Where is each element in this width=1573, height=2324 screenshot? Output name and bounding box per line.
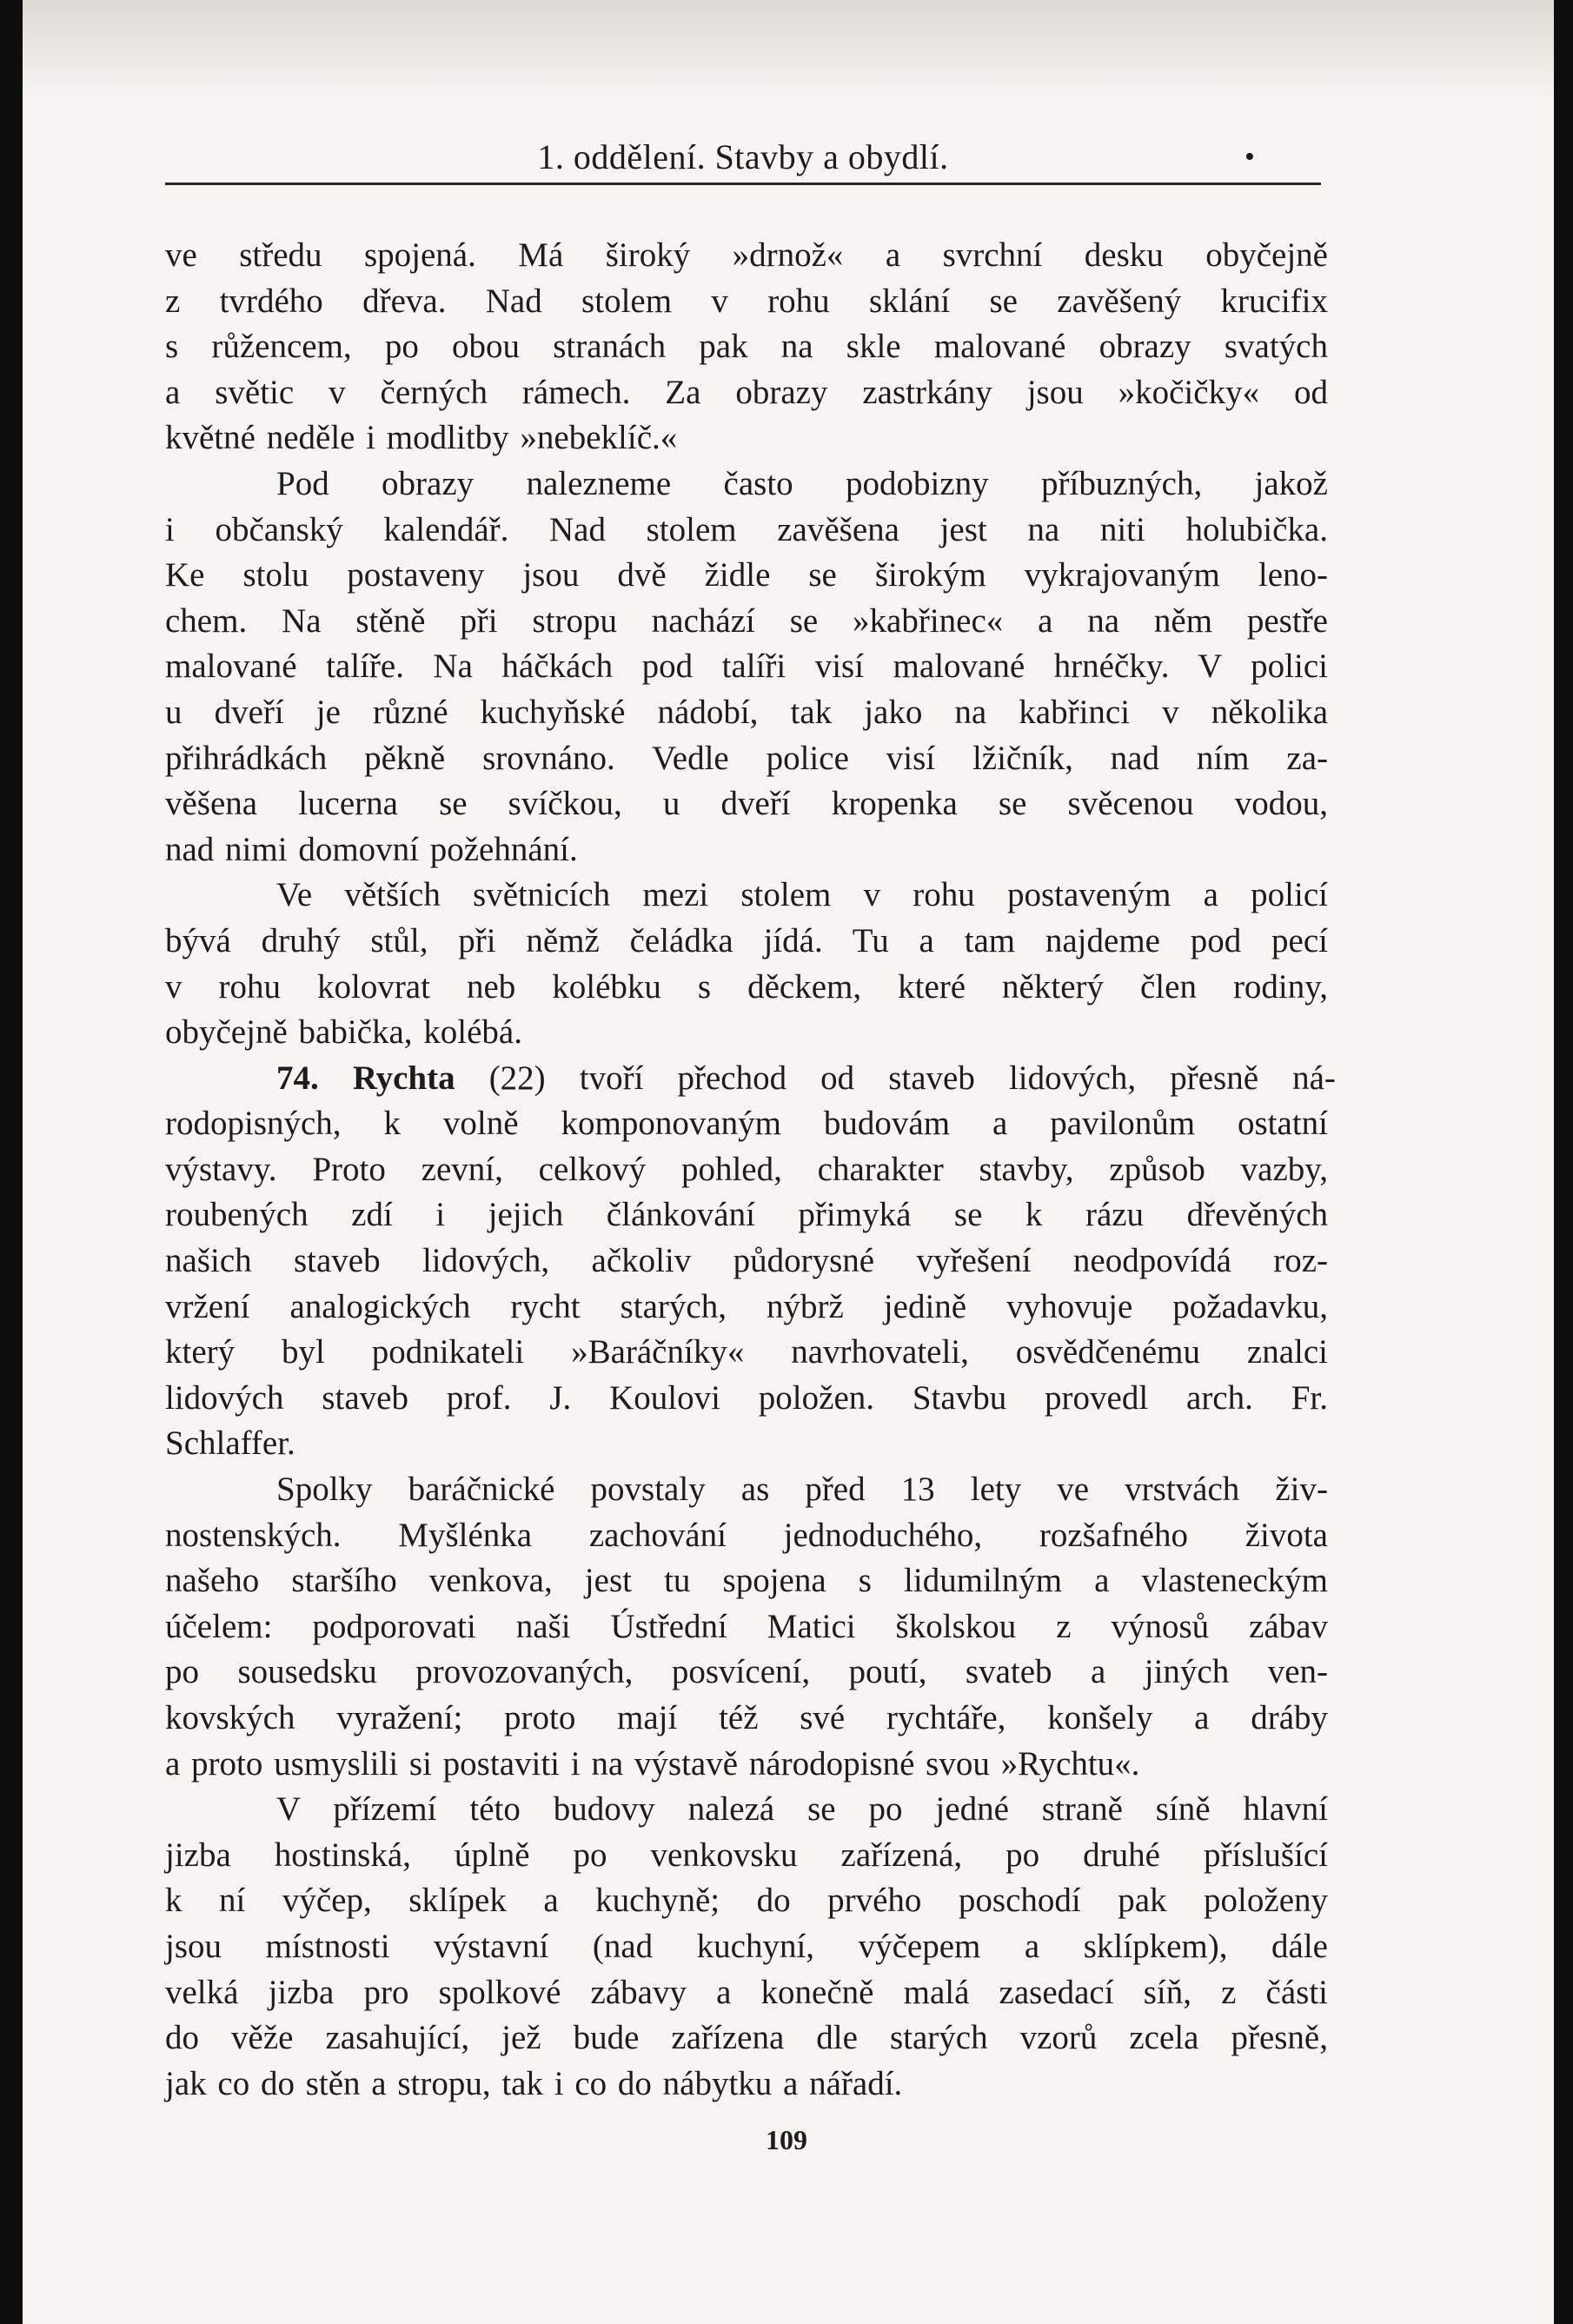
section-heading-line <box>165 1056 1336 1102</box>
body-text <box>165 233 1336 2107</box>
text-line: ve středu spojená. Má široký »drnož« a svrchní desku obyčejně <box>165 236 1328 274</box>
text-line: z tvrdého dřeva. Nad stolem v rohu sklání se zavěšený krucifix <box>165 282 1328 320</box>
text-line: i občanský kalendář. Nad stolem zavěšena jest na niti holubička. <box>165 510 1328 548</box>
page-number: 109 <box>766 2124 807 2155</box>
section-ref: (22) <box>488 1059 546 1097</box>
text-line: jsou místnosti výstavní (nad kuchyní, výčepem a sklípkem), dále <box>165 1927 1328 1965</box>
section-line-text: tvoří přechod od staveb lidových, přesně ná- <box>579 1059 1336 1097</box>
text-line: jizba hostinská, úplně po venkovsku zařízená, po druhé příslušící <box>165 1836 1328 1874</box>
text-line: Ke stolu postaveny jsou dvě židle se širokým vykrajovaným leno- <box>165 556 1328 594</box>
section-number: 74. <box>276 1059 319 1097</box>
paragraph-start-line: Ve větších světnicích mezi stolem v rohu postaveným a policí <box>276 876 1328 914</box>
text-line: obyčejně babička, kolébá. <box>165 1013 522 1052</box>
text-line: u dveří je různé kuchyňské nádobí, tak jako na kabřinci v několika <box>165 693 1328 731</box>
text-line: výstavy. Proto zevní, celkový pohled, charakter stavby, způsob vazby, <box>165 1150 1328 1188</box>
text-line: nostenských. Myšlénka zachování jednoduchého, rozšafného života <box>165 1516 1328 1554</box>
text-line: věšena lucerna se svíčkou, u dveří kropenka se svěcenou vodou, <box>165 785 1328 823</box>
text-line: nad nimi domovní požehnání. <box>165 830 578 868</box>
paragraph-start-line: Spolky baráčnické povstaly as před 13 lety ve vrstvách živ- <box>276 1471 1328 1509</box>
text-line: květné neděle i modlitby »nebeklíč.« <box>165 419 678 457</box>
text-line: a světic v černých rámech. Za obrazy zastrkány jsou »kočičky« od <box>165 373 1328 411</box>
paragraph-start-line: Pod obrazy nalezneme často podobizny příbuzných, jakož <box>276 464 1328 502</box>
text-line: rodopisných, k volně komponovaným budovám a pavilonům ostatní <box>165 1105 1328 1143</box>
text-line: malované talíře. Na háčkách pod talíři visí malované hrnéčky. V polici <box>165 647 1328 686</box>
text-line: přihrádkách pěkně srovnáno. Vedle police visí lžičník, nad ním za- <box>165 739 1328 777</box>
text-line: chem. Na stěně při stropu nachází se »kabřinec« a na něm pestře <box>165 601 1328 640</box>
running-head: 1. oddělení. Stavby a obydlí. <box>537 137 949 176</box>
text-line: Schlaffer. <box>165 1424 295 1463</box>
text-line: roubených zdí i jejich článkování přimyká se k rázu dřevěných <box>165 1196 1328 1234</box>
text-line: který byl podnikateli »Baráčníky« navrhovateli, osvědčenému znalci <box>165 1333 1328 1371</box>
text-line: našeho staršího venkova, jest tu spojena s lidumilným a vlasteneckým <box>165 1562 1328 1600</box>
text-line: vržení analogických rycht starých, nýbrž jedině vyhovuje požadavku, <box>165 1287 1328 1325</box>
header-rule <box>165 183 1321 185</box>
text-line: jak co do stěn a stropu, tak i co do nábytku a nářadí. <box>165 2064 903 2102</box>
text-line: účelem: podporovati naši Ústřední Matici školskou z výnosů zábav <box>165 1607 1328 1645</box>
text-line: v rohu kolovrat neb kolébku s děckem, které některý člen rodiny, <box>165 967 1328 1006</box>
paragraph-start-line: V přízemí této budovy nalezá se po jedné straně síně hlavní <box>276 1790 1328 1829</box>
text-line: bývá druhý stůl, při němž čeládka jídá. Tu a tam najdeme pod pecí <box>165 921 1328 959</box>
text-line: velká jizba pro spolkové zábavy a konečně malá zasedací síň, z části <box>165 1973 1328 2011</box>
text-line: a proto usmyslili si postaviti i na výstavě národopisné svou »Rychtu«. <box>165 1744 1140 1783</box>
header-mark: • <box>1244 141 1255 173</box>
text-line: s růžencem, po obou stranách pak na skle malované obrazy svatých <box>165 328 1328 366</box>
section-title: Rychta <box>352 1059 455 1097</box>
text-line: našich staveb lidových, ačkoliv půdorysné vyřešení neodpovídá roz- <box>165 1242 1328 1280</box>
text-line: lidových staveb prof. J. Koulovi položen. Stavbu provedl arch. Fr. <box>165 1378 1328 1417</box>
text-line: kovských vyražení; proto mají též své rychtáře, konšely a dráby <box>165 1699 1328 1736</box>
text-line: po sousedsku provozovaných, posvícení, poutí, svateb a jiných ven- <box>165 1653 1328 1691</box>
text-line: k ní výčep, sklípek a kuchyně; do prvého poschodí pak položeny <box>165 1882 1328 1920</box>
text-line: do věže zasahující, jež bude zařízena dle starých vzorů zcela přesně, <box>165 2019 1328 2057</box>
